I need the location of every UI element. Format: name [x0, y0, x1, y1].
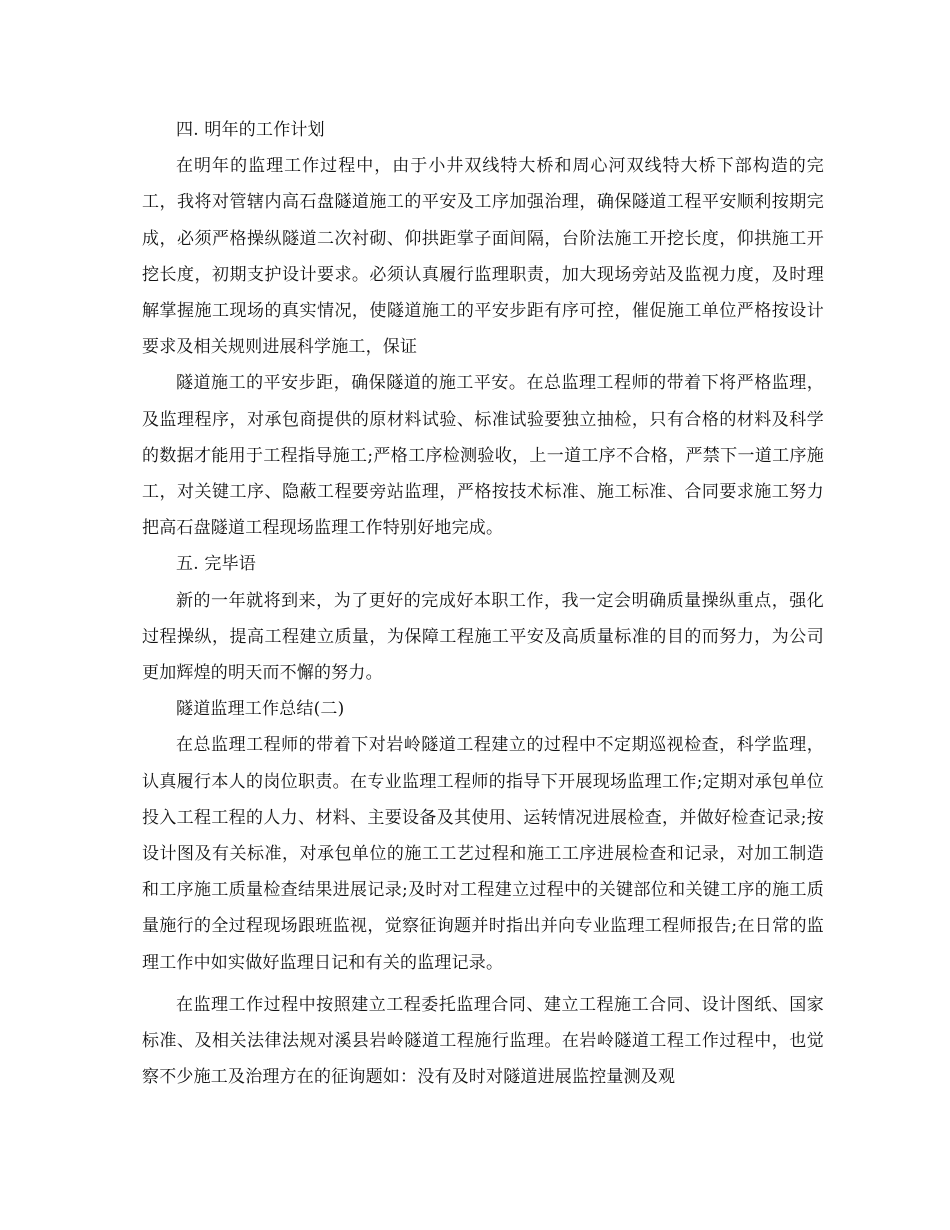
- section-heading-summary-two: 隧道监理工作总结(二): [176, 699, 345, 720]
- section-heading-closing: 五. 完毕语: [176, 554, 257, 575]
- paragraph: 在监理工作过程中按照建立工程委托监理合同、建立工程施工合同、设计图纸、国家标准、及相关法律法规对溪县岩岭隧道工程施行监理。在岩岭隧道工程工作过程中，也觉察不少施工及治理方在的征询题如：没有及时对隧道进展监控量测及观: [142, 994, 824, 1088]
- paragraph: 在总监理工程师的带着下对岩岭隧道工程建立的过程中不定期巡视检查，科学监理，认真履行本人的岗位职责。在专业监理工程师的指导下开展现场监理工作;定期对承包单位投入工程工程的人力、材料、主要设备及其使用、运转情况进展检查，并做好检查记录;按设计图及有关标准，对承包单位的施工工艺过程和施工工序进展检查和记录，对加工制造和工序施工质量检查结果进展记录;及时对工程建立过程中的关键部位和关键工序的施工质量施行的全过程现场跟班监视，觉察征询题并时指出并向专业监理工程师报告;在日常的监理工作中如实做好监理日记和有关的监理记录。: [142, 735, 824, 973]
- paragraph: 在明年的监理工作过程中，由于小井双线特大桥和周心河双线特大桥下部构造的完工，我将对管辖内高石盘隧道施工的平安及工序加强治理，确保隧道工程平安顺利按期完成，必须严格操纵隧道二次衬砌、仰拱距掌子面间隔，台阶法施工开挖长度，仰拱施工开挖长度，初期支护设计要求。必须认真履行监理职责，加大现场旁站及监视力度，及时理解掌握施工现场的真实情况，使隧道施工的平安步距有序可控，催促施工单位严格按设计要求及相关规则进展科学施工，保证: [142, 156, 824, 358]
- section-heading-next-year-plan: 四. 明年的工作计划: [176, 120, 325, 140]
- paragraph: 隧道施工的平安步距，确保隧道的施工平安。在总监理工程师的带着下将严格监理，及监理程序，对承包商提供的原材料试验、标准试验要独立抽检，只有合格的材料及科学的数据才能用于工程指导施工;严格工序检测验收，上一道工序不合格，严禁下一道工序施工，对关键工序、隐蔽工程要旁站监理，严格按技术标准、施工标准、合同要求施工努力把高石盘隧道工程现场监理工作特别好地完成。: [142, 373, 824, 539]
- paragraph: 新的一年就将到来，为了更好的完成好本职工作，我一定会明确质量操纵重点，强化过程操纵，提高工程建立质量，为保障工程施工平安及高质量标准的目的而努力，为公司更加辉煌的明天而不懈的努力。: [142, 590, 824, 684]
- document-body: [142, 112, 824, 1095]
